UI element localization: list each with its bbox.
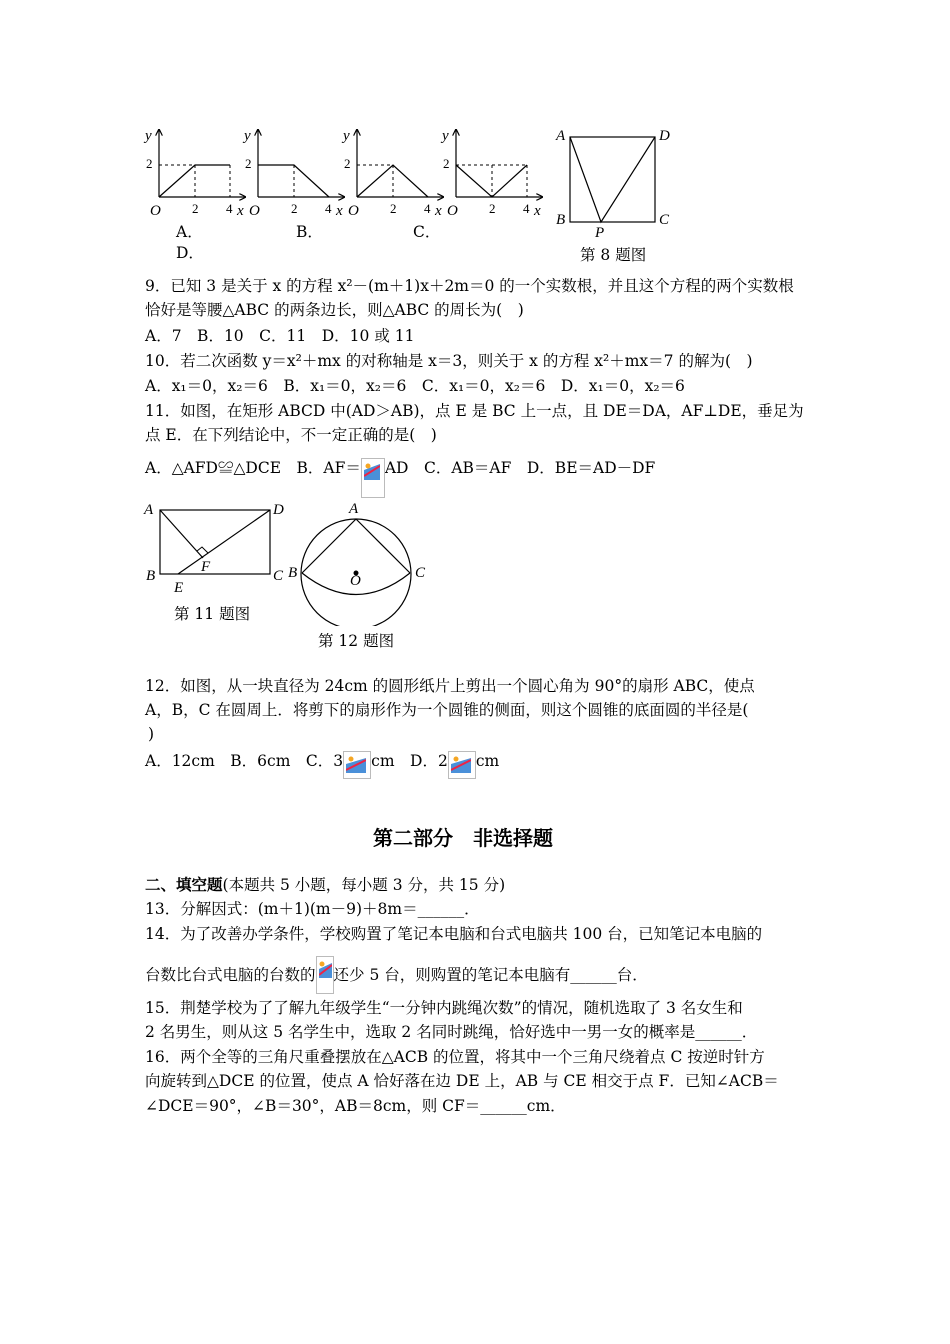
q8-graphs [140, 122, 560, 232]
graph-b [242, 128, 344, 219]
sq-A: A [556, 128, 566, 144]
graph-b-xtick1: 2 [291, 201, 298, 216]
q14-line2b: 还少 5 台，则购置的笔记本电脑有______台． [333, 966, 648, 984]
graph-d-ytick: 2 [443, 156, 450, 171]
broken-image-icon [316, 956, 334, 994]
fig11-B: B [146, 568, 156, 584]
q12-line3: ) [148, 725, 155, 743]
q12-opt-d-unit: cm [475, 752, 500, 770]
section2-header [145, 875, 505, 895]
q11-figure [140, 496, 300, 596]
fig11-D: D [273, 502, 284, 518]
q14-line2 [145, 956, 648, 994]
sq-C: C [659, 212, 670, 228]
graph-c-y: y [343, 128, 350, 144]
q11-line2: 点 E．在下列结论中，不一定正确的是( ) [145, 426, 437, 444]
q12-figure [282, 496, 442, 626]
broken-image-icon [343, 751, 371, 779]
graph-b-origin: O [249, 203, 260, 219]
graph-b-x: x [336, 203, 343, 219]
fig12-C: C [415, 565, 426, 581]
fig12-O: O [350, 573, 361, 589]
q12-opt-ab: A．12cm B．6cm C．3 [145, 752, 344, 770]
q8-square-figure [550, 122, 680, 237]
fig12-A: A [349, 501, 359, 517]
q10-options: A．x₁＝0，x₂＝6 B．x₁＝0，x₂＝6 C．x₁＝0，x₂＝6 D．x₁＝0，x₂＝6 [145, 377, 685, 395]
graph-c-origin: O [348, 203, 359, 219]
graph-d-xtick1: 2 [489, 201, 496, 216]
q8-caption: 第 8 题图 [580, 246, 647, 264]
q12-options [145, 751, 499, 779]
q14-line2a: 台数比台式电脑的台数的 [145, 966, 316, 984]
q15-line2: 2 名男生，则从这 5 名学生中，选取 2 名同时跳绳，恰好选中一男一女的概率是______． [145, 1023, 758, 1041]
graph-d-origin: O [447, 203, 458, 219]
broken-image-icon [361, 458, 385, 498]
graph-d-x: x [534, 203, 541, 219]
q14-line1: 14．为了改善办学条件，学校购置了笔记本电脑和台式电脑共 100 台，已知笔记本电脑的 [145, 925, 763, 943]
fig12-B: B [288, 565, 298, 581]
q12-caption: 第 12 题图 [318, 632, 395, 650]
graph-c-x: x [435, 203, 442, 219]
graph-a-y: y [145, 128, 152, 144]
part2-title: 第二部分 非选择题 [373, 826, 553, 850]
q11-line1: 11．如图，在矩形 ABCD 中(AD＞AB)，点 E 是 BC 上一点，且 DE＝DA，AF⊥DE，垂足为 [145, 402, 804, 420]
graph-d [440, 128, 542, 219]
sq-P: P [595, 225, 605, 237]
q12-opt-c-unit: cm D．2 [371, 752, 448, 770]
q16-line2: 向旋转到△DCE 的位置，使点 A 恰好落在边 DE 上，AB 与 CE 相交于点 F．已知∠ACB＝ [145, 1072, 779, 1090]
option-c-label: C． [413, 223, 441, 241]
fig11-E: E [174, 580, 184, 596]
section2-note: (本题共 5 小题，每小题 3 分，共 15 分) [222, 876, 506, 894]
fig11-A: A [144, 502, 154, 518]
graph-d-xtick2: 4 [523, 201, 530, 216]
graph-d-y: y [442, 128, 449, 144]
fig11-F: F [201, 559, 211, 575]
graph-a-xtick2: 4 [226, 201, 233, 216]
q11-opt-a: A．△AFD≌△DCE B．AF＝ [145, 459, 361, 477]
sq-B: B [556, 212, 566, 228]
fig11-C: C [273, 568, 284, 584]
graph-a-xtick1: 2 [192, 201, 199, 216]
q16-line3: ∠DCE＝90°，∠B＝30°，AB＝8cm，则 CF＝______cm． [145, 1097, 566, 1115]
graph-b-xtick2: 4 [325, 201, 332, 216]
graph-a-x: x [237, 203, 244, 219]
graph-b-y: y [244, 128, 251, 144]
broken-image-icon [448, 751, 476, 779]
graph-c-ytick: 2 [344, 156, 351, 171]
section2-label: 二、填空题 [145, 876, 223, 894]
graph-a-origin: O [150, 203, 161, 219]
graph-c [341, 128, 443, 219]
q11-options [145, 458, 655, 498]
q11-caption: 第 11 题图 [174, 605, 251, 623]
q13-text: 13．分解因式：(m＋1)(m－9)＋8m＝______． [145, 900, 480, 918]
q12-line2: A，B，C 在圆周上．将剪下的扇形作为一个圆锥的侧面，则这个圆锥的底面圆的半径是( [145, 701, 749, 719]
option-a-label: A． [176, 223, 203, 241]
q9-line1: 9．已知 3 是关于 x 的方程 x²－(m＋1)x＋2m＝0 的一个实数根，并且这个方程的两个实数根 [145, 277, 794, 295]
q10-line1: 10．若二次函数 y＝x²＋mx 的对称轴是 x＝3，则关于 x 的方程 x²＋mx＝7 的解为( ) [145, 352, 753, 370]
option-b-label: B． [296, 223, 323, 241]
q12-line1: 12．如图，从一块直径为 24cm 的圆形纸片上剪出一个圆心角为 90°的扇形 ABC，使点 [145, 677, 755, 695]
sq-D: D [659, 128, 670, 144]
graph-c-xtick2: 4 [424, 201, 431, 216]
q16-line1: 16．两个全等的三角尺重叠摆放在△ACB 的位置，将其中一个三角尺绕着点 C 按逆时针方 [145, 1048, 765, 1066]
option-d-label: D． [176, 244, 204, 262]
graph-c-xtick1: 2 [390, 201, 397, 216]
graph-a-ytick: 2 [146, 156, 153, 171]
graph-a [143, 128, 245, 219]
q15-line1: 15．荆楚学校为了了解九年级学生“一分钟内跳绳次数”的情况，随机选取了 3 名女生和 [145, 999, 743, 1017]
q11-opt-rest: AD C．AB＝AF D．BE＝AD－DF [384, 459, 656, 477]
q9-options: A．7 B．10 C．11 D．10 或 11 [145, 327, 415, 345]
q9-line2: 恰好是等腰△ABC 的两条边长，则△ABC 的周长为( ) [145, 301, 524, 319]
graph-b-ytick: 2 [245, 156, 252, 171]
